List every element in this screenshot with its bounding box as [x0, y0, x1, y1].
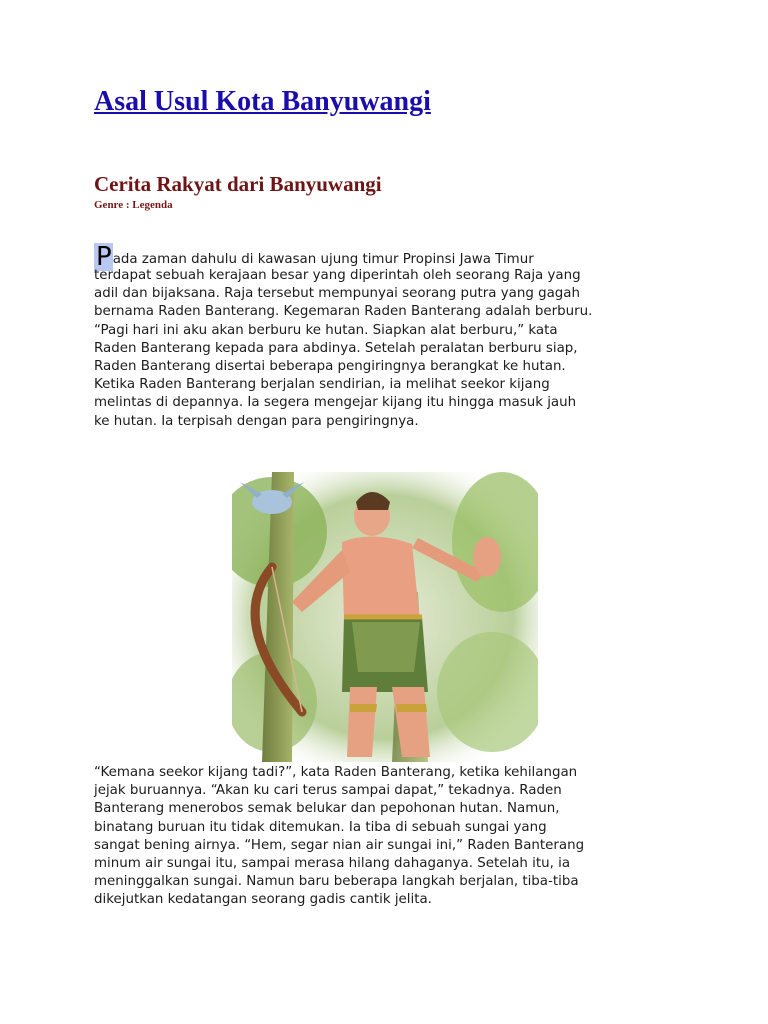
- story-subtitle: Cerita Rakyat dari Banyuwangi: [94, 172, 382, 196]
- text-line: melintas di depannya. Ia segera mengejar kijang itu hingga masuk jauh: [94, 395, 577, 411]
- text-line: jejak buruannya. “Akan ku cari terus sampai dapat,” tekadnya. Raden: [94, 783, 562, 799]
- text-line: Ketika Raden Banterang berjalan sendirian, ia melihat seekor kijang: [94, 377, 550, 393]
- paragraph-hunting: [94, 764, 684, 910]
- genre-label: Genre : Legenda: [94, 199, 173, 211]
- paragraph-intro: [94, 243, 684, 431]
- first-line-text: ada zaman dahulu di kawasan ujung timur Propinsi Jawa Timur: [112, 252, 534, 267]
- text-line: bernama Raden Banterang. Kegemaran Raden Banterang adalah berburu.: [94, 304, 593, 320]
- page-title-link[interactable]: Asal Usul Kota Banyuwangi: [94, 86, 431, 117]
- text-line: meninggalkan sungai. Namun baru beberapa langkah berjalan, tiba-tiba: [94, 874, 579, 890]
- text-line: terdapat sebuah kerajaan besar yang diperintah oleh seorang Raja yang: [94, 268, 581, 283]
- paragraph-first-line: [94, 242, 684, 272]
- text-line: sangat bening airnya. “Hem, segar nian air sungai ini,” Raden Banterang: [94, 837, 585, 853]
- text-line: Raden Banterang kepada para abdinya. Setelah peralatan berburu siap,: [94, 340, 578, 356]
- hunter-with-bow-illustration: [232, 472, 538, 762]
- text-line: dikejutkan kedatangan seorang gadis cantik jelita.: [94, 892, 432, 908]
- text-line: minum air sungai itu, sampai merasa hilang dahaganya. Setelah itu, ia: [94, 856, 571, 872]
- drop-cap: P: [96, 242, 112, 272]
- text-line: Banterang menerobos semak belukar dan pepohonan hutan. Namun,: [94, 801, 560, 817]
- text-line: binatang buruan itu tidak ditemukan. Ia tiba di sebuah sungai yang: [94, 819, 547, 835]
- text-line: ke hutan. Ia terpisah dengan para pengiringnya.: [94, 413, 419, 429]
- text-line: adil dan bijaksana. Raja tersebut mempunyai seorang putra yang gagah: [94, 286, 580, 302]
- text-line: “Pagi hari ini aku akan berburu ke hutan. Siapkan alat berburu,” kata: [94, 322, 558, 338]
- text-line: “Kemana seekor kijang tadi?”, kata Raden Banterang, ketika kehilangan: [94, 765, 578, 780]
- text-line: Raden Banterang disertai beberapa pengiringnya berangkat ke hutan.: [94, 359, 566, 375]
